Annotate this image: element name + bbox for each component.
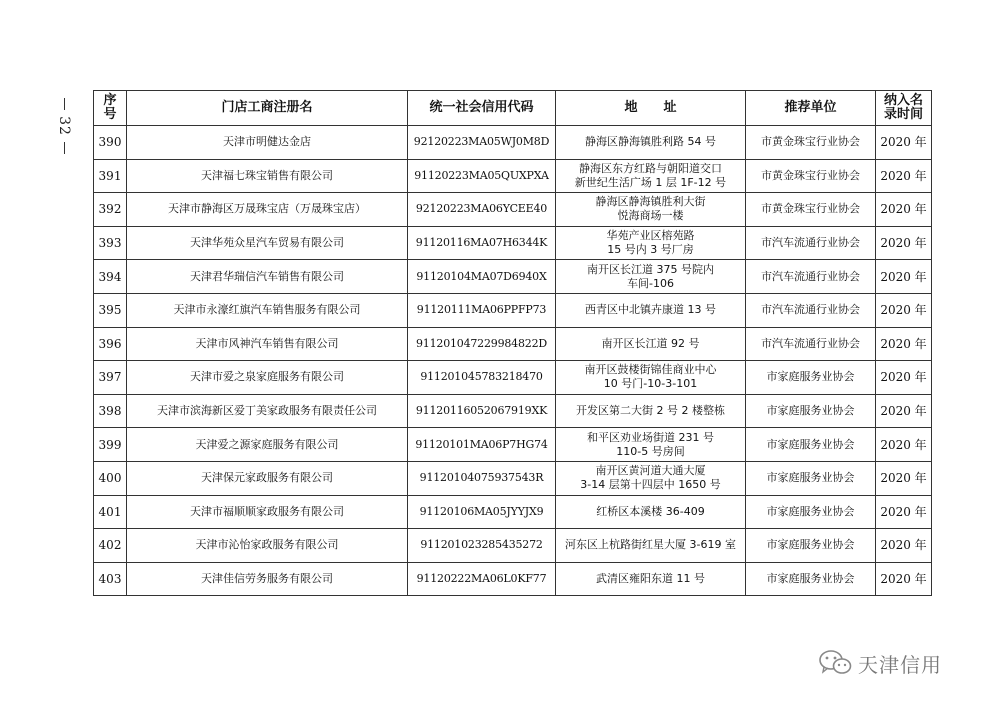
cell-recommender: 市黄金珠宝行业协会 bbox=[746, 159, 876, 193]
cell-inclusion-year: 2020 年 bbox=[876, 226, 932, 260]
cell-serial-number: 394 bbox=[94, 260, 127, 294]
address-line: 红桥区本溪楼 36-409 bbox=[596, 504, 705, 518]
table-row bbox=[94, 293, 932, 327]
cell-serial-number: 393 bbox=[94, 226, 127, 260]
cell-credit-code: 91120116052067919XK bbox=[408, 394, 556, 428]
cell-inclusion-year: 2020 年 bbox=[876, 193, 932, 227]
address-line: 南开区长江道 375 号院内 bbox=[587, 262, 714, 276]
cell-store-name: 天津市福顺顺家政服务有限公司 bbox=[127, 495, 408, 529]
cell-serial-number: 392 bbox=[94, 193, 127, 227]
cell-address bbox=[556, 126, 746, 160]
cell-inclusion-year: 2020 年 bbox=[876, 327, 932, 361]
address-line: 110-5 号房间 bbox=[616, 444, 685, 458]
address-line: 静海区静海镇胜利大街 bbox=[595, 195, 706, 209]
cell-inclusion-year: 2020 年 bbox=[876, 461, 932, 495]
cell-address bbox=[556, 260, 746, 294]
cell-credit-code: 91120101MA06P7HG74 bbox=[408, 428, 556, 462]
table-body bbox=[94, 126, 932, 596]
page-number-dash-bottom bbox=[64, 142, 65, 154]
cell-store-name: 天津保元家政服务有限公司 bbox=[127, 461, 408, 495]
cell-credit-code: 91120222MA06L0KF77 bbox=[408, 562, 556, 596]
address-line: 和平区劝业场街道 231 号 bbox=[587, 430, 714, 444]
cell-serial-number: 398 bbox=[94, 394, 127, 428]
header-credit-code: 统一社会信用代码 bbox=[408, 91, 556, 126]
cell-credit-code: 91120223MA05QUXPXA bbox=[408, 159, 556, 193]
cell-address bbox=[556, 361, 746, 395]
cell-serial-number: 403 bbox=[94, 562, 127, 596]
cell-store-name: 天津市风神汽车销售有限公司 bbox=[127, 327, 408, 361]
cell-store-name: 天津市永濠红旗汽车销售服务有限公司 bbox=[127, 293, 408, 327]
cell-inclusion-year: 2020 年 bbox=[876, 159, 932, 193]
table-row bbox=[94, 193, 932, 227]
table-row bbox=[94, 495, 932, 529]
cell-serial-number: 391 bbox=[94, 159, 127, 193]
page-number-text: 32 bbox=[55, 116, 72, 136]
address-line: 悦海商场一楼 bbox=[617, 209, 684, 223]
table-row bbox=[94, 428, 932, 462]
table-row bbox=[94, 327, 932, 361]
cell-recommender: 市家庭服务业协会 bbox=[746, 394, 876, 428]
cell-store-name: 天津爱之源家庭服务有限公司 bbox=[127, 428, 408, 462]
cell-credit-code: 91120116MA07H6344K bbox=[408, 226, 556, 260]
table-row bbox=[94, 361, 932, 395]
address-line: 3-14 层第十四层中 1650 号 bbox=[580, 478, 721, 492]
table-row bbox=[94, 226, 932, 260]
cell-store-name: 天津福七珠宝销售有限公司 bbox=[127, 159, 408, 193]
cell-inclusion-year: 2020 年 bbox=[876, 428, 932, 462]
cell-address bbox=[556, 428, 746, 462]
cell-inclusion-year: 2020 年 bbox=[876, 260, 932, 294]
address-line: 开发区第二大街 2 号 2 楼整栋 bbox=[576, 404, 725, 418]
address-line: 15 号内 3 号厂房 bbox=[607, 243, 694, 257]
cell-address bbox=[556, 159, 746, 193]
cell-store-name: 天津市滨海新区爱丁美家政服务有限责任公司 bbox=[127, 394, 408, 428]
cell-inclusion-year: 2020 年 bbox=[876, 394, 932, 428]
page-number bbox=[52, 96, 76, 156]
store-registry-table bbox=[93, 90, 932, 596]
cell-serial-number: 390 bbox=[94, 126, 127, 160]
address-line: 静海区静海镇胜利路 54 号 bbox=[585, 135, 716, 149]
page-number-dash-top bbox=[64, 98, 65, 110]
cell-recommender: 市家庭服务业协会 bbox=[746, 562, 876, 596]
address-line: 新世纪生活广场 1 层 1F-12 号 bbox=[574, 175, 727, 189]
cell-credit-code: 911201047229984822D bbox=[408, 327, 556, 361]
table-row bbox=[94, 529, 932, 563]
address-line: 静海区东方红路与朝阳道交口 bbox=[579, 161, 722, 175]
cell-address bbox=[556, 327, 746, 361]
address-line: 10 号门-10-3-101 bbox=[603, 377, 698, 391]
cell-store-name: 天津市静海区万晟珠宝店（万晟珠宝店） bbox=[127, 193, 408, 227]
table-row bbox=[94, 260, 932, 294]
cell-recommender: 市家庭服务业协会 bbox=[746, 428, 876, 462]
cell-store-name: 天津市沁怡家政服务有限公司 bbox=[127, 529, 408, 563]
address-line: 南开区黄河道大通大厦 bbox=[595, 464, 706, 478]
cell-address bbox=[556, 293, 746, 327]
address-line: 西青区中北镇卉康道 13 号 bbox=[585, 303, 716, 317]
cell-credit-code: 91120111MA06PPFP73 bbox=[408, 293, 556, 327]
cell-credit-code: 92120223MA05WJ0M8D bbox=[408, 126, 556, 160]
cell-credit-code: 91120104MA07D6940X bbox=[408, 260, 556, 294]
header-store-name: 门店工商注册名 bbox=[127, 91, 408, 126]
cell-recommender: 市家庭服务业协会 bbox=[746, 461, 876, 495]
table-row bbox=[94, 126, 932, 160]
address-line: 车间-106 bbox=[627, 276, 674, 290]
cell-serial-number: 399 bbox=[94, 428, 127, 462]
cell-credit-code: 92120223MA06YCEE40 bbox=[408, 193, 556, 227]
cell-store-name: 天津佳信劳务服务有限公司 bbox=[127, 562, 408, 596]
cell-recommender: 市黄金珠宝行业协会 bbox=[746, 126, 876, 160]
cell-recommender: 市家庭服务业协会 bbox=[746, 495, 876, 529]
wechat-icon bbox=[818, 649, 852, 677]
header-recommender: 推荐单位 bbox=[746, 91, 876, 126]
address-line: 河东区上杭路街红星大厦 3-619 室 bbox=[565, 538, 736, 552]
watermark-text: 天津信用 bbox=[858, 652, 942, 677]
table-row bbox=[94, 159, 932, 193]
cell-store-name: 天津君华瑞信汽车销售有限公司 bbox=[127, 260, 408, 294]
cell-credit-code: 91120104075937543R bbox=[408, 461, 556, 495]
cell-recommender: 市家庭服务业协会 bbox=[746, 529, 876, 563]
cell-recommender: 市汽车流通行业协会 bbox=[746, 260, 876, 294]
cell-inclusion-year: 2020 年 bbox=[876, 529, 932, 563]
cell-credit-code: 911201045783218470 bbox=[408, 361, 556, 395]
cell-store-name: 天津市明健达金店 bbox=[127, 126, 408, 160]
address-line: 南开区鼓楼街锦佳商业中心 bbox=[584, 363, 717, 377]
table-header-row bbox=[94, 91, 932, 126]
cell-credit-code: 91120106MA05JYYJX9 bbox=[408, 495, 556, 529]
cell-store-name: 天津市爱之泉家庭服务有限公司 bbox=[127, 361, 408, 395]
cell-serial-number: 396 bbox=[94, 327, 127, 361]
cell-credit-code: 911201023285435272 bbox=[408, 529, 556, 563]
cell-inclusion-year: 2020 年 bbox=[876, 126, 932, 160]
table-row bbox=[94, 394, 932, 428]
table-row bbox=[94, 461, 932, 495]
address-line: 武清区雍阳东道 11 号 bbox=[596, 572, 705, 586]
header-inclusion-year: 纳入名 录时间 bbox=[876, 91, 932, 126]
table-row bbox=[94, 562, 932, 596]
cell-address bbox=[556, 394, 746, 428]
cell-address bbox=[556, 529, 746, 563]
cell-inclusion-year: 2020 年 bbox=[876, 293, 932, 327]
cell-recommender: 市汽车流通行业协会 bbox=[746, 226, 876, 260]
cell-serial-number: 397 bbox=[94, 361, 127, 395]
cell-address bbox=[556, 226, 746, 260]
cell-inclusion-year: 2020 年 bbox=[876, 361, 932, 395]
cell-serial-number: 395 bbox=[94, 293, 127, 327]
cell-inclusion-year: 2020 年 bbox=[876, 562, 932, 596]
cell-inclusion-year: 2020 年 bbox=[876, 495, 932, 529]
cell-serial-number: 402 bbox=[94, 529, 127, 563]
watermark bbox=[818, 648, 942, 678]
cell-address bbox=[556, 193, 746, 227]
cell-store-name: 天津华苑众星汽车贸易有限公司 bbox=[127, 226, 408, 260]
cell-recommender: 市黄金珠宝行业协会 bbox=[746, 193, 876, 227]
cell-serial-number: 401 bbox=[94, 495, 127, 529]
address-line: 华苑产业区榕苑路 bbox=[606, 229, 695, 243]
cell-recommender: 市汽车流通行业协会 bbox=[746, 327, 876, 361]
cell-address bbox=[556, 461, 746, 495]
cell-address bbox=[556, 562, 746, 596]
cell-recommender: 市汽车流通行业协会 bbox=[746, 293, 876, 327]
cell-recommender: 市家庭服务业协会 bbox=[746, 361, 876, 395]
address-line: 南开区长江道 92 号 bbox=[601, 336, 700, 350]
cell-address bbox=[556, 495, 746, 529]
header-serial-number: 序 号 bbox=[94, 91, 127, 126]
header-address: 地 址 bbox=[556, 91, 746, 126]
cell-serial-number: 400 bbox=[94, 461, 127, 495]
